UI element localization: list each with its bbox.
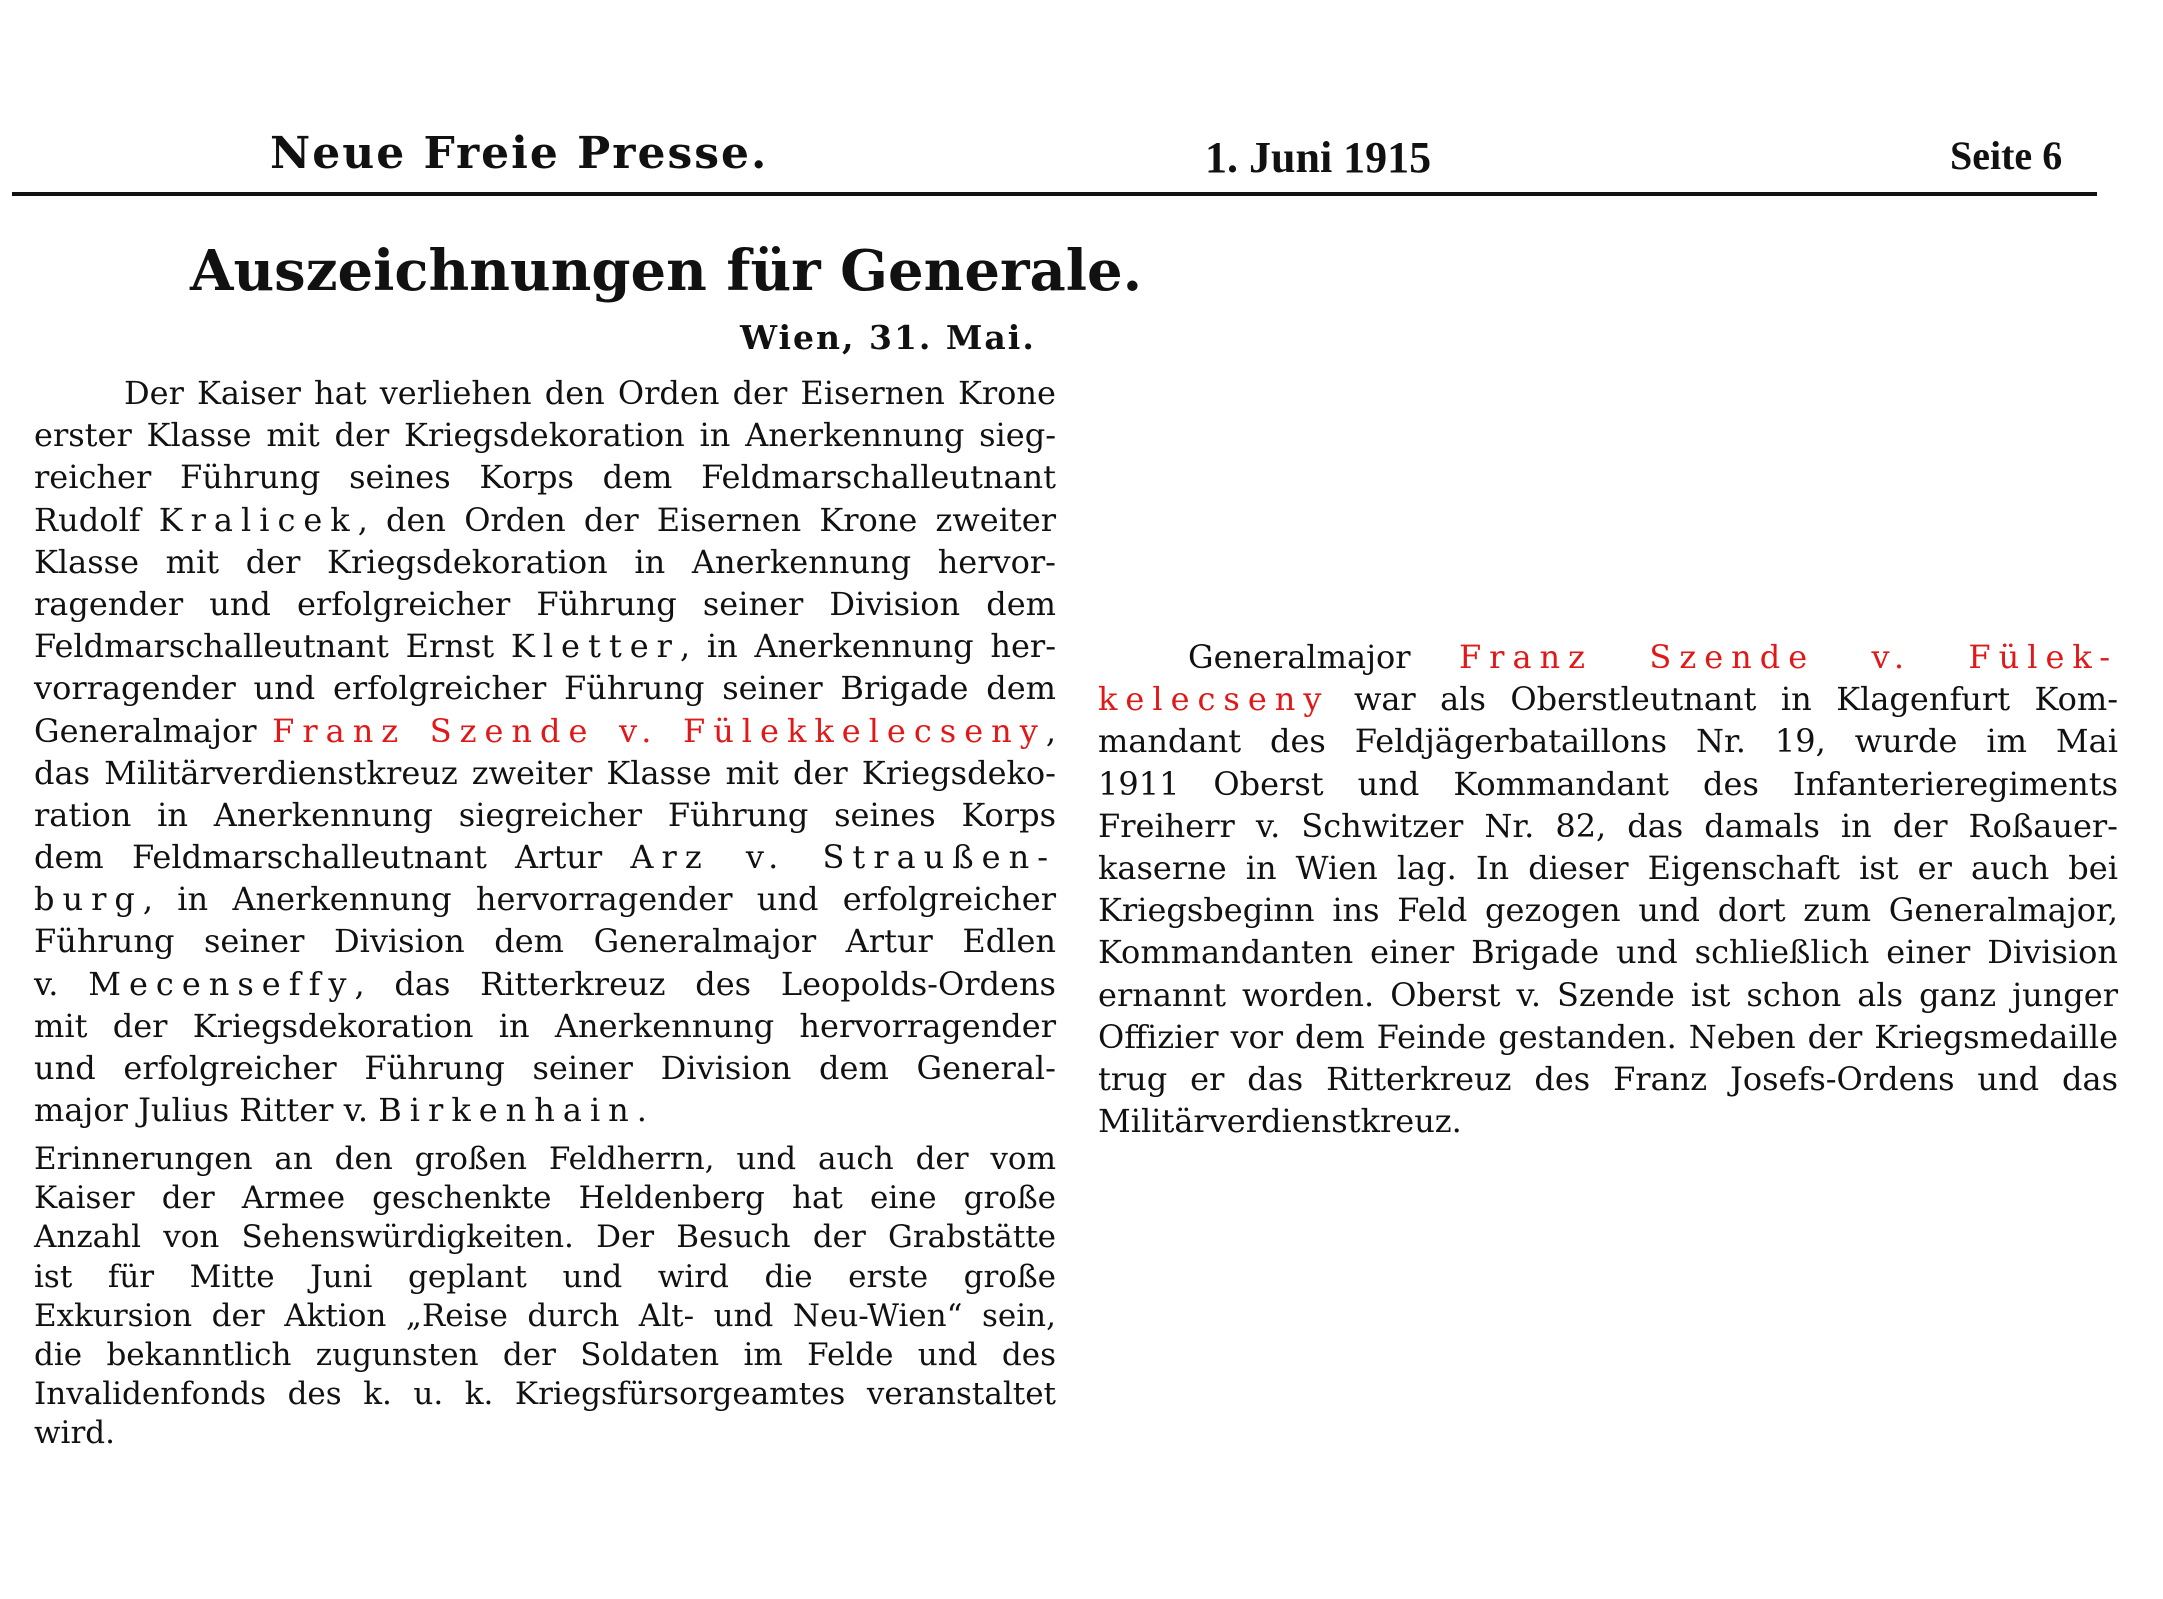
text-line [34, 1179, 1056, 1218]
article-left-column [34, 372, 1056, 1131]
text-segment: ist für Mitte Juni geplant und wird die erste große [34, 1258, 1056, 1295]
issue-date: 1. Juni 1915 [1205, 133, 1432, 182]
text-segment: Generalmajor [34, 711, 273, 750]
text-segment: war als Oberstleutnant in Klagenfurt Kom- [1329, 680, 2119, 719]
text-segment: und erfolgreicher Führung seiner Division dem General- [34, 1049, 1056, 1087]
text-line [34, 963, 1056, 1005]
text-segment: dem Feldmarschalleutnant Artur [34, 838, 631, 877]
text-line [34, 752, 1056, 794]
text-segment: ration in Anerkennung siegreicher Führung seines Korps [34, 795, 1057, 834]
text-segment: . [636, 1091, 647, 1130]
text-segment: das Militärverdienstkreuz zweiter Klasse mit der Kriegsdeko- [34, 753, 1056, 792]
text-line [1098, 678, 2118, 720]
text-segment: kaserne in Wien lag. In dieser Eigenschaft ist er auch bei [1098, 848, 2118, 887]
text-segment: major Julius Ritter v. [34, 1091, 379, 1130]
text-segment: Generalmajor [1188, 638, 1459, 676]
text-line [1098, 1016, 2118, 1058]
text-line [34, 372, 1056, 414]
text-line [1098, 636, 2118, 678]
text-segment: Freiherr v. Schwitzer Nr. 82, das damals in der Roßauer- [1098, 806, 2118, 845]
spaced-name: Kletter [510, 627, 680, 666]
text-line [1098, 847, 2118, 889]
highlighted-name: Franz Szende v. Fülek- [1458, 638, 2119, 676]
text-segment: Führung seiner Division dem Generalmajor Artur Edlen [34, 922, 1057, 961]
text-segment: Anzahl von Sehenswürdigkeiten. Der Besuch der Grabstätte [34, 1219, 1057, 1256]
spaced-name: burg [34, 880, 143, 919]
text-segment: , in Anerkennung her- [679, 627, 1057, 666]
article-headline: Auszeichnungen für Generale. [190, 238, 1143, 304]
text-segment: Klasse mit der Kriegsdekoration in Anerkennung hervor- [34, 542, 1056, 581]
text-line [34, 541, 1056, 583]
text-line [34, 1140, 1056, 1179]
text-segment: mit der Kriegsdekoration in Anerkennung hervorragender [34, 1006, 1057, 1045]
text-line [34, 1297, 1056, 1336]
masthead-divider [12, 192, 2097, 196]
text-line [34, 1375, 1056, 1414]
text-line [34, 625, 1056, 667]
text-line [34, 1414, 1056, 1453]
text-segment: , [1045, 711, 1057, 750]
text-segment: Kommandanten einer Brigade und schließlich einer Division [1098, 933, 2118, 972]
text-segment: mandant des Feldjägerbataillons Nr. 19, wurde im Mai [1098, 722, 2118, 761]
text-line [34, 878, 1056, 920]
text-segment: ragender und erfolgreicher Führung seiner Division dem [34, 584, 1056, 623]
text-line [1098, 720, 2118, 762]
text-line [1098, 763, 2118, 805]
text-segment: erster Klasse mit der Kriegsdekoration in Anerkennung sieg- [34, 416, 1057, 455]
text-line [1098, 889, 2118, 931]
text-line [34, 920, 1056, 962]
text-segment: Der Kaiser hat verliehen den Orden der Eisernen Krone [124, 374, 1056, 412]
text-line [34, 1005, 1056, 1047]
text-segment: Feldmarschalleutnant Ernst [34, 627, 511, 666]
text-line [34, 499, 1056, 541]
spaced-name: Kralicek [158, 500, 358, 539]
text-segment: reicher Führung seines Korps dem Feldmarschalleutnant [34, 458, 1056, 497]
text-segment: Invalidenfonds des k. u. k. Kriegsfürsorgeamtes veranstaltet [34, 1376, 1057, 1413]
spaced-name: Birkenhain [378, 1091, 637, 1130]
text-line [34, 1089, 1056, 1131]
text-segment: vorragender und erfolgreicher Führung seiner Brigade dem [34, 669, 1056, 708]
text-line [1098, 805, 2118, 847]
article-dateline: Wien, 31. Mai. [740, 318, 1036, 357]
text-segment: Kriegsbeginn ins Feld gezogen und dort zum Generalmajor, [1098, 891, 2119, 930]
text-segment: , in Anerkennung hervorragender und erfolgreicher [142, 880, 1057, 919]
text-segment: ernannt worden. Oberst v. Szende ist schon als ganz junger [1098, 975, 2119, 1014]
text-segment: trug er das Ritterkreuz des Franz Josefs-Ordens und das [1098, 1059, 2118, 1098]
text-line [34, 710, 1056, 752]
spaced-name: Arz v. Straußen- [630, 838, 1057, 877]
article-right-column [1098, 636, 2118, 1142]
text-segment: , das Ritterkreuz des Leopolds-Ordens [354, 964, 1056, 1003]
text-segment: v. [34, 964, 89, 1003]
text-line [34, 1258, 1056, 1297]
page-number: Seite 6 [1950, 133, 2063, 178]
text-segment: Exkursion der Aktion „Reise durch Alt- und Neu-Wien“ sein, [34, 1297, 1056, 1334]
text-line [34, 836, 1056, 878]
clipping-insert-column [34, 1140, 1056, 1454]
text-line [34, 1047, 1056, 1089]
highlighted-name: kelecseny [1098, 680, 1330, 719]
text-segment: Kaiser der Armee geschenkte Heldenberg hat eine große [34, 1180, 1057, 1217]
text-segment: wird. [34, 1415, 115, 1452]
text-line [1098, 1100, 2118, 1142]
text-line [34, 1336, 1056, 1375]
text-line [34, 583, 1056, 625]
text-segment: Erinnerungen an den großen Feldherrn, und auch der vom [34, 1141, 1056, 1177]
text-line [34, 1218, 1056, 1257]
highlighted-name: Franz Szende v. Fülekkelecseny [272, 711, 1046, 750]
text-line [34, 414, 1056, 456]
text-segment: Rudolf [34, 500, 159, 539]
text-segment: , den Orden der Eisernen Krone zweiter [357, 500, 1057, 539]
newspaper-title: Neue Freie Presse. [270, 128, 769, 179]
text-segment: 1911 Oberst und Kommandant des Infanterieregiments [1098, 764, 2119, 803]
text-line [1098, 974, 2118, 1016]
text-line [34, 456, 1056, 498]
text-line [1098, 931, 2118, 973]
spaced-name: Mecenseffy [88, 964, 355, 1003]
text-segment: die bekanntlich zugunsten der Soldaten im Felde und des [34, 1336, 1056, 1373]
text-line [1098, 1058, 2118, 1100]
text-line [34, 794, 1056, 836]
text-segment: Offizier vor dem Feinde gestanden. Neben der Kriegsmedaille [1098, 1017, 2119, 1056]
text-segment: Militärverdienstkreuz. [1098, 1102, 1462, 1141]
text-line [34, 667, 1056, 709]
